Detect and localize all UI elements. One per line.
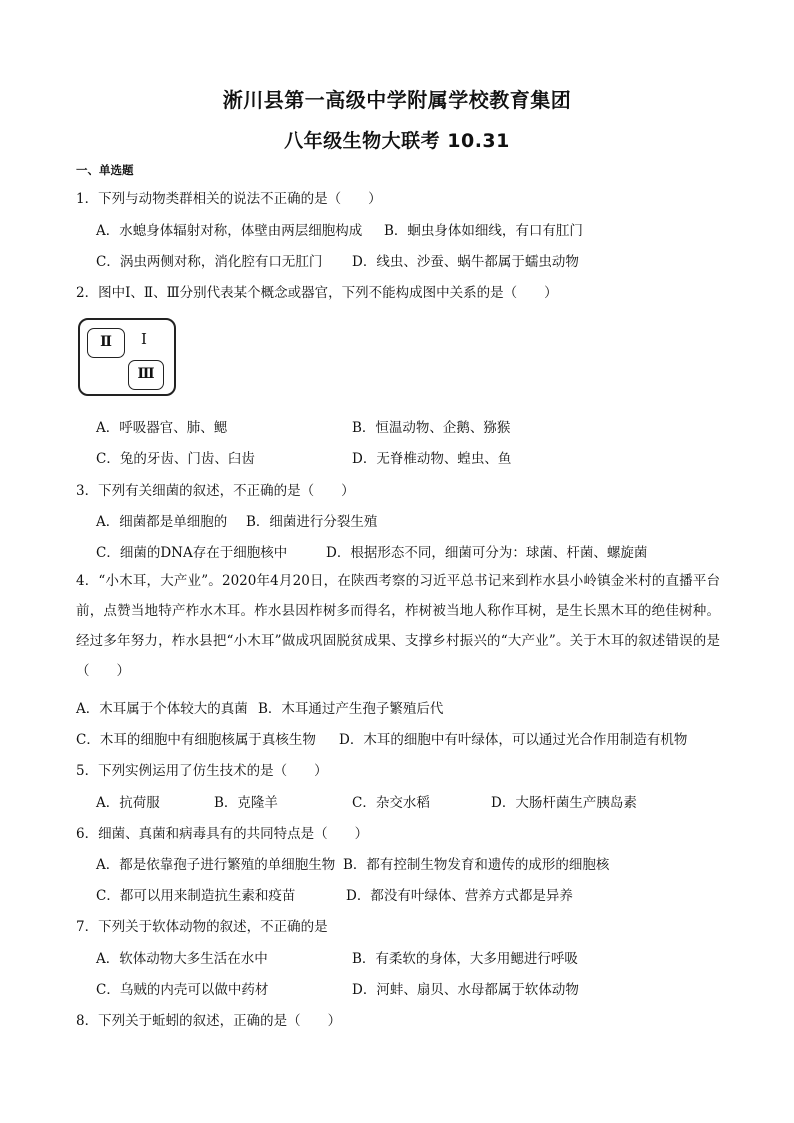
question-3-option-c: C．细菌的DNA存在于细胞核中 — [96, 545, 288, 561]
diagram-label-i: Ⅰ — [141, 330, 147, 348]
question-1-option-b: B．蛔虫身体如细线，有口有肛门 — [384, 223, 583, 239]
question-2-option-a: A．呼吸器官、肺、鳃 — [96, 420, 228, 436]
question-6-option-d: D．都没有叶绿体、营养方式都是异养 — [346, 888, 573, 904]
question-3-option-d: D．根据形态不同，细菌可分为：球菌、杆菌、螺旋菌 — [326, 545, 648, 561]
question-8-stem: 8．下列关于蚯蚓的叙述，正确的是（ ） — [76, 1013, 342, 1029]
exam-subtitle: 八年级生物大联考 10.31 — [284, 130, 510, 152]
question-7-option-c: C．乌贼的内壳可以做中药材 — [96, 982, 269, 998]
question-5-option-b: B．克隆羊 — [214, 795, 278, 811]
concept-diagram — [78, 318, 176, 396]
question-5-option-a: A．抗荷服 — [96, 795, 160, 811]
question-4-option-b: B．木耳通过产生孢子繁殖后代 — [258, 701, 444, 717]
question-6-stem: 6．细菌、真菌和病毒具有的共同特点是（ ） — [76, 826, 369, 842]
question-5-option-c: C．杂交水稻 — [352, 795, 430, 811]
question-2-option-b: B．恒温动物、企鹅、猕猴 — [352, 420, 511, 436]
question-7-option-d: D．河蚌、扇贝、水母都属于软体动物 — [352, 982, 579, 998]
question-4-option-a: A．木耳属于个体较大的真菌 — [76, 701, 248, 717]
diagram-box-iii: Ⅲ — [128, 360, 164, 390]
question-4-stem: 4．“小木耳，大产业”。2020年4月20日，在陕西考察的习近平总书记来到柞水县小岭镇金米村的直播平台前，点赞当地特产柞水木耳。柞水县因柞树多而得名，柞树被当地人称作耳树，是生长黑木耳的绝佳树种。经过多年努力，柞水县把“小木耳”做成巩固脱贫成果、支撑乡村振兴的“大产业”。关于木耳的叙述错误的是（ ） — [76, 573, 720, 679]
question-4-option-d: D．木耳的细胞中有叶绿体，可以通过光合作用制造有机物 — [339, 732, 688, 748]
question-3-stem: 3．下列有关细菌的叙述，不正确的是（ ） — [76, 483, 355, 499]
question-3-option-b: B．细菌进行分裂生殖 — [246, 514, 378, 530]
question-6-option-c: C．都可以用来制造抗生素和疫苗 — [96, 888, 296, 904]
question-1-option-a: A．水螅身体辐射对称，体壁由两层细胞构成 — [96, 223, 363, 239]
question-1-option-d: D．线虫、沙蚕、蜗牛都属于蠕虫动物 — [352, 254, 579, 270]
question-2-stem: 2．图中Ⅰ、Ⅱ、Ⅲ分别代表某个概念或器官，下列不能构成图中关系的是（ ） — [76, 285, 558, 301]
question-5-option-d: D．大肠杆菌生产胰岛素 — [491, 795, 637, 811]
question-4-option-c: C．木耳的细胞中有细胞核属于真核生物 — [76, 732, 316, 748]
question-2-option-d: D．无脊椎动物、蝗虫、鱼 — [352, 451, 512, 467]
question-6-option-b: B．都有控制生物发育和遗传的成形的细胞核 — [343, 857, 610, 873]
question-7-option-a: A．软体动物大多生活在水中 — [96, 951, 268, 967]
diagram-box-ii: Ⅱ — [87, 328, 125, 358]
question-7-stem: 7．下列关于软体动物的叙述，不正确的是 — [76, 919, 328, 935]
question-5-stem: 5．下列实例运用了仿生技术的是（ ） — [76, 763, 328, 779]
question-7-option-b: B．有柔软的身体，大多用鳃进行呼吸 — [352, 951, 578, 967]
question-2-option-c: C．兔的牙齿、门齿、臼齿 — [96, 451, 255, 467]
question-1-option-c: C．涡虫两侧对称，消化腔有口无肛门 — [96, 254, 323, 270]
question-1-stem: 1．下列与动物类群相关的说法不正确的是（ ） — [76, 191, 382, 207]
exam-title: 淅川县第一高级中学附属学校教育集团 — [222, 88, 572, 112]
question-6-option-a: A．都是依靠孢子进行繁殖的单细胞生物 — [96, 857, 336, 873]
question-3-option-a: A．细菌都是单细胞的 — [96, 514, 228, 530]
section-heading: 一、单选题 — [76, 163, 134, 177]
